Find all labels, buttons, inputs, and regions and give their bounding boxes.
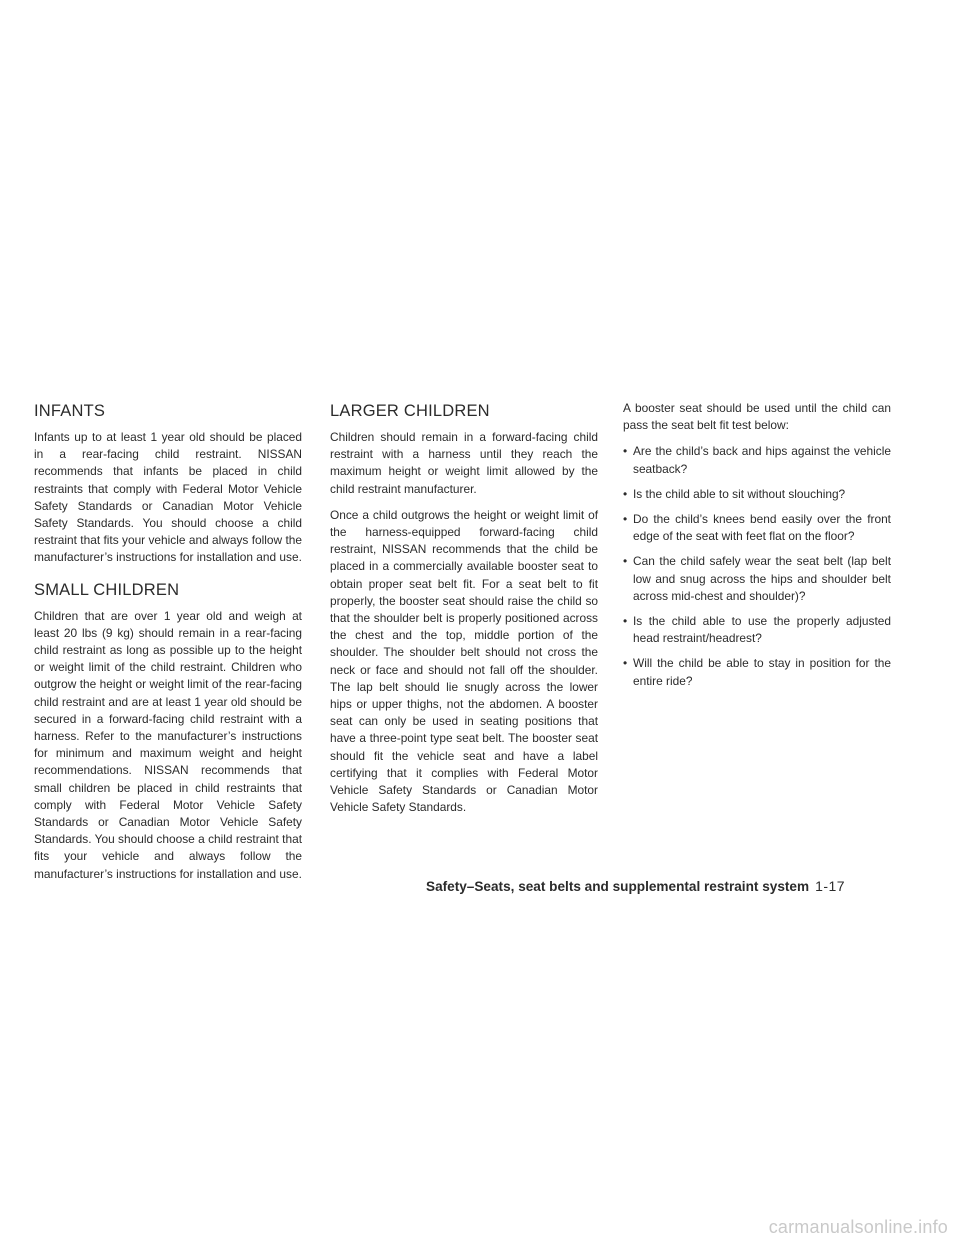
larger-children-heading: LARGER CHILDREN bbox=[330, 402, 490, 420]
fit-test-item: • Can the child safely wear the seat belt (lap belt low and snug across the hips and shoulder belt across mid-chest and shoulder)? bbox=[623, 554, 891, 603]
column-right bbox=[623, 400, 891, 698]
section-title: Safety–Seats, seat belts and supplemental restraint system bbox=[426, 879, 810, 894]
column-left bbox=[34, 400, 302, 892]
column-middle bbox=[330, 400, 598, 825]
fit-test-list bbox=[623, 443, 891, 689]
infants-paragraph: Infants up to at least 1 year old should be placed in a rear-facing child restraint. NISSAN recommends that infants be placed in child restraints that comply with Federal Motor Vehicle Safety Standards or Canadian Motor Vehicle Safety Standards. You should choose a child restraint that fits your vehicle and always follow the manufacturer’s instructions for installation and use. bbox=[34, 430, 302, 565]
bullet-icon: • bbox=[623, 486, 628, 501]
page-footer bbox=[426, 878, 926, 894]
fit-test-item: • Is the child able to sit without slouching? bbox=[623, 486, 891, 503]
small-children-paragraph: Children that are over 1 year old and weigh at least 20 lbs (9 kg) should remain in a rear-facing child restraint as long as possible up to the height or weight limit of the child restraint. Children who outgrow the height or weight limit of the rear-facing child restraint and are at least 1 year old should be secured in a forward-facing child restraint with a harness. Refer to the manufacturer’s instructions for minimum and maximum weight and height recommendations. NISSAN recommends that small children be placed in child restraints that comply with Federal Motor Vehicle Safety Standards or Canadian Motor Vehicle Safety Standards. You should choose a child restraint that fits your vehicle and always follow the manufacturer’s instructions for installation and use. bbox=[34, 608, 302, 881]
bullet-icon: • bbox=[623, 614, 628, 629]
page-number: 1-17 bbox=[815, 878, 846, 894]
larger-children-paragraph-1: Children should remain in a forward-facing child restraint with a harness until they reach the maximum height or weight limit allowed by the child restraint manufacturer. bbox=[330, 430, 598, 496]
infants-heading: INFANTS bbox=[34, 402, 106, 420]
larger-children-paragraph-2: Once a child outgrows the height or weight limit of the harness-equipped forward-facing child restraint, NISSAN recommends that the child be placed in a commercially available booster seat to obtain proper seat belt fit. For a seat belt to fit properly, the booster seat should raise the child so that the shoulder belt is properly positioned across the chest and the top, middle portion of the shoulder. The shoulder belt should not cross the neck or face and should not fall off the shoulder. The lap belt should lie snugly across the lower hips or upper thighs, not the abdomen. A booster seat can only be used in seating positions that have a three-point type seat belt. The booster seat should fit the vehicle seat and have a label certifying that it complies with Federal Motor Vehicle Safety Standards or Canadian Motor Vehicle Safety Standards. bbox=[330, 507, 598, 815]
fit-test-item: • Is the child able to use the properly adjusted head restraint/headrest? bbox=[623, 614, 891, 646]
fit-test-item: • Will the child be able to stay in position for the entire ride? bbox=[623, 656, 891, 688]
bullet-icon: • bbox=[623, 656, 628, 671]
fit-test-item: • Do the child’s knees bend easily over the front edge of the seat with feet flat on the floor? bbox=[623, 512, 891, 544]
fit-test-intro: A booster seat should be used until the child can pass the seat belt fit test below: bbox=[623, 401, 891, 433]
bullet-icon: • bbox=[623, 512, 628, 527]
bullet-icon: • bbox=[623, 444, 628, 459]
fit-test-item: • Are the child’s back and hips against the vehicle seatback? bbox=[623, 444, 891, 476]
bullet-icon: • bbox=[623, 554, 628, 569]
small-children-heading: SMALL CHILDREN bbox=[34, 580, 180, 599]
watermark-text[interactable]: carmanualsonline.info bbox=[768, 1217, 948, 1237]
